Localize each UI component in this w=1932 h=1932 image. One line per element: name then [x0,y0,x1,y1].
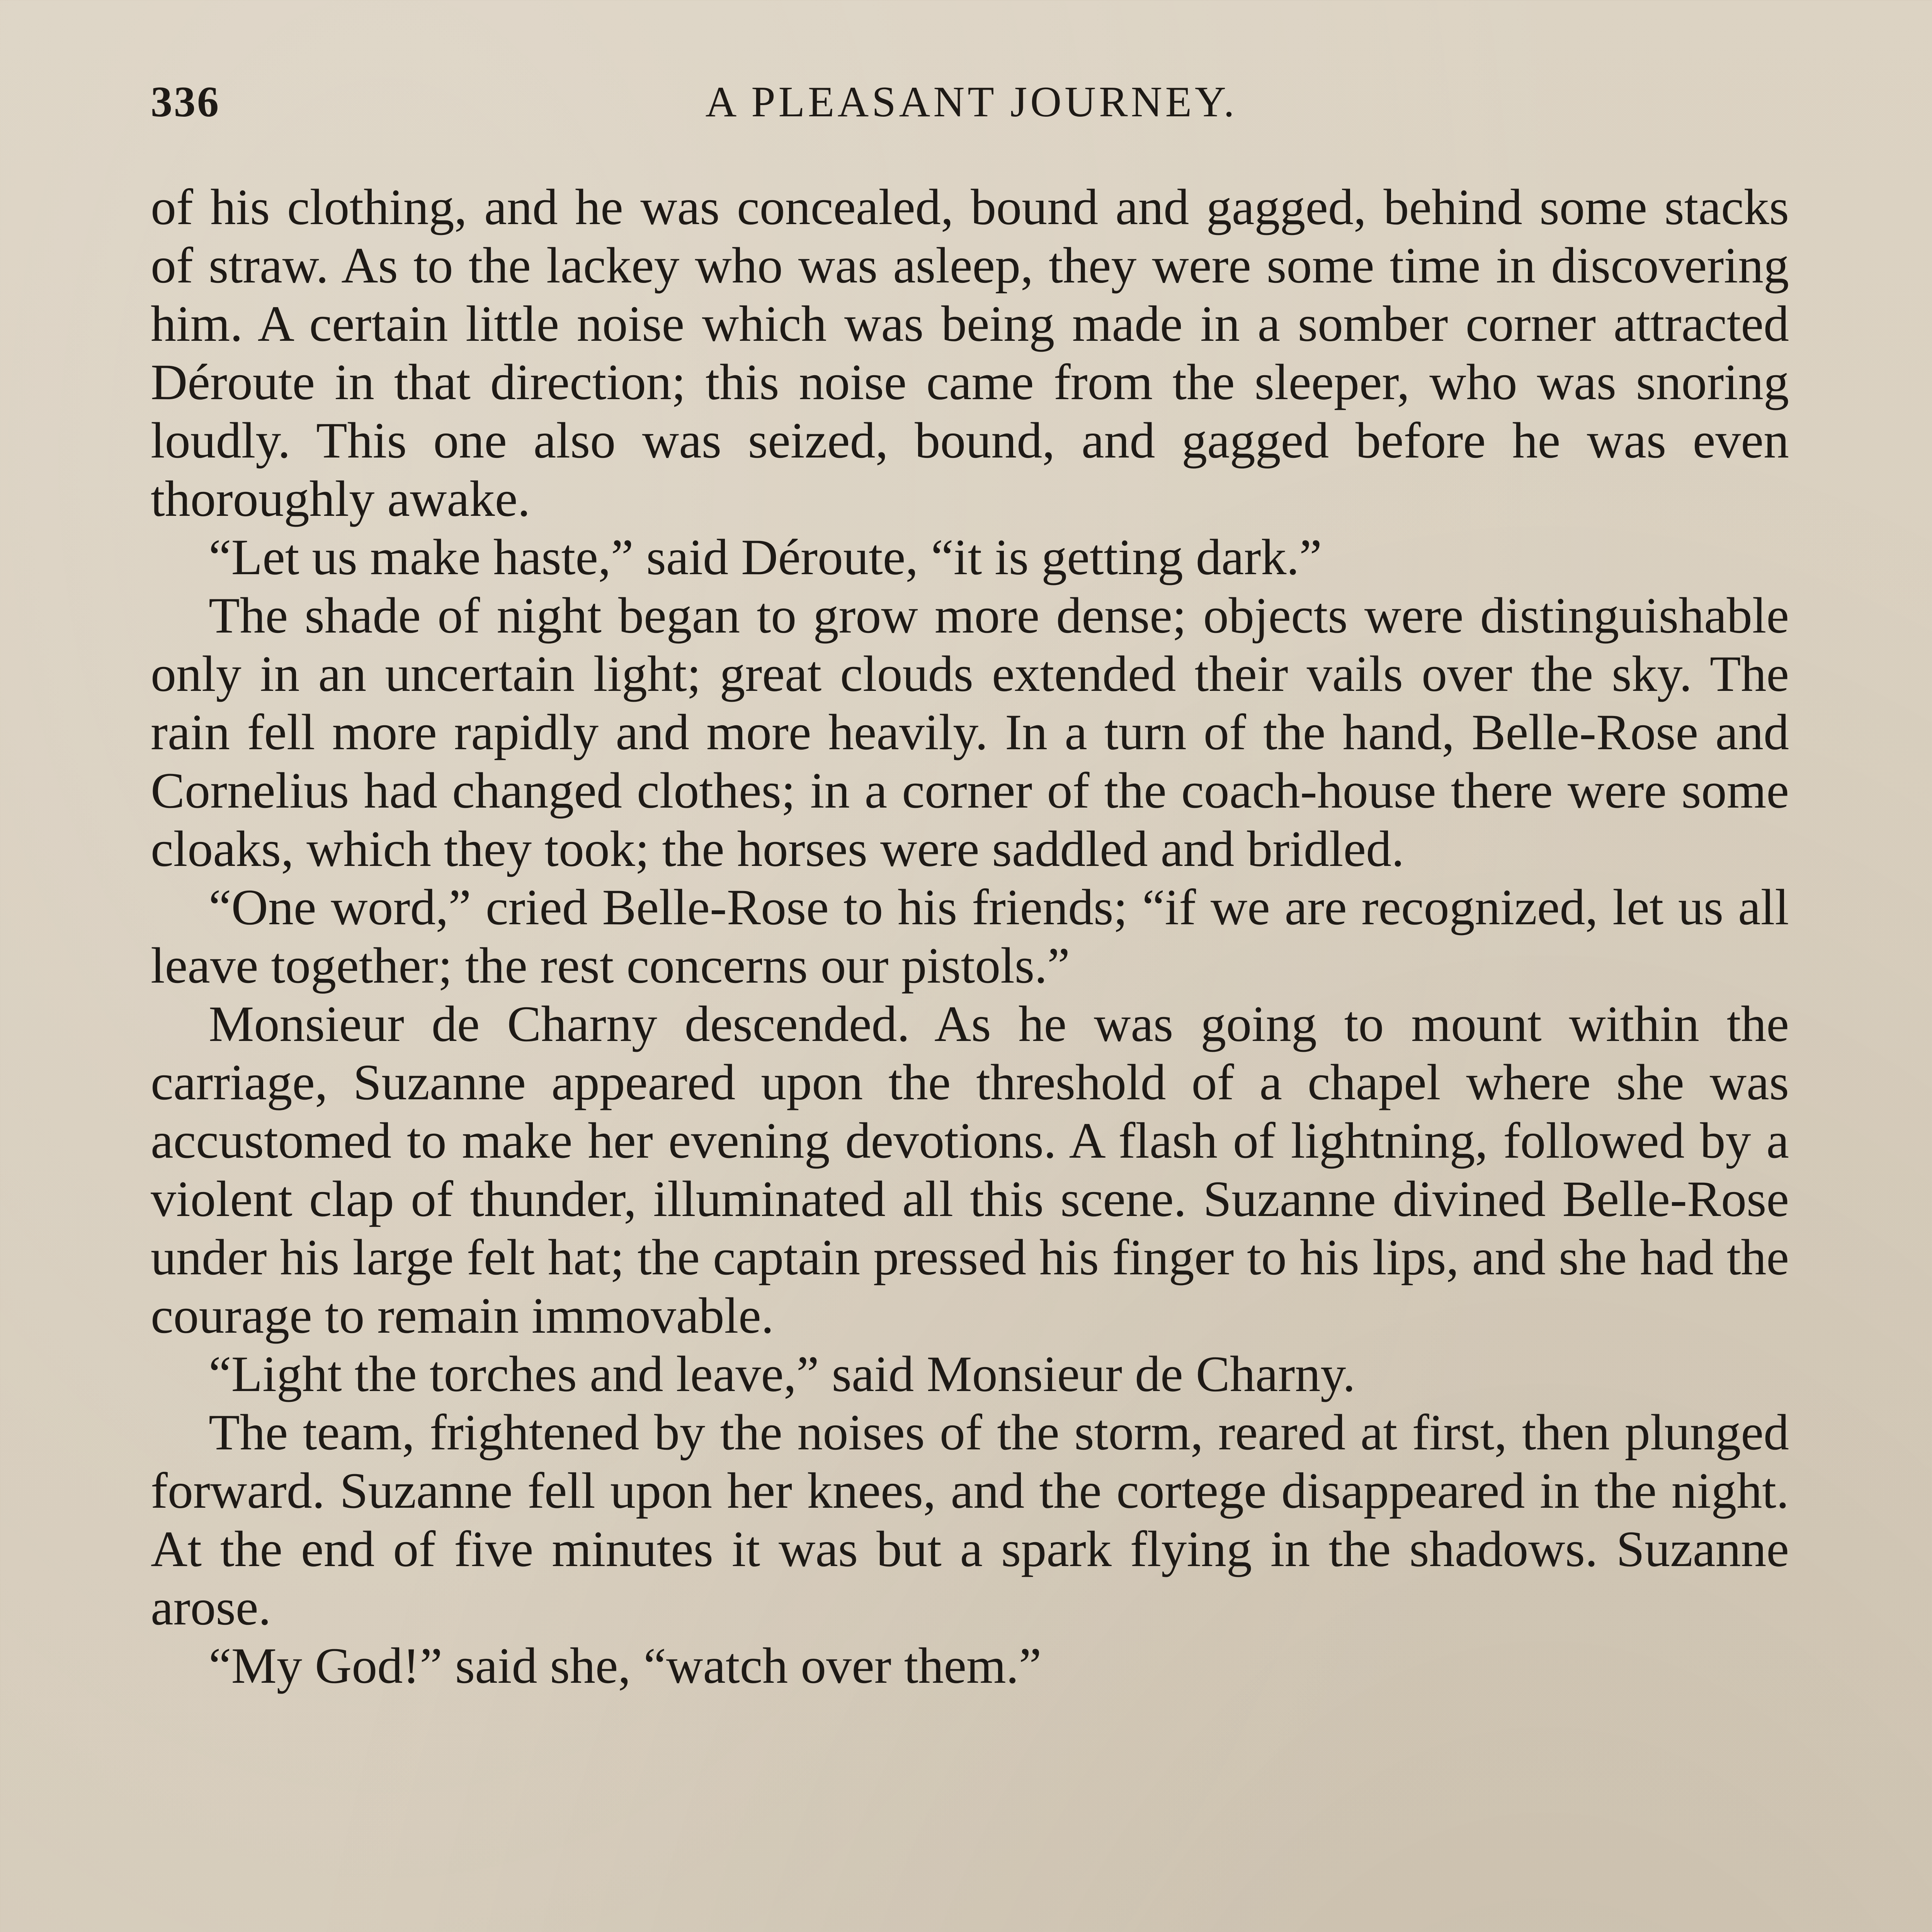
page-header [151,77,1792,131]
paragraph: “Light the torches and leave,” said Monsieur de Charny. [209,1345,1355,1402]
paragraph: The shade of night began to grow more dense; objects were distinguishable only in an uncertain light; great clouds extended their vails over the sky. The rain fell more rapidly and more heavily. In a turn of the hand, Belle-Rose and Cornelius had changed clothes; in a corner of the coach-house there were some cloaks, which they took; the horses were saddled and bridled. [151,587,1789,877]
paragraph: “One word,” cried Belle-Rose to his friends; “if we are recognized, let us all leave together; the rest concerns our pistols.” [151,879,1789,994]
paragraph: “Let us make haste,” said Déroute, “it is getting dark.” [209,529,1322,585]
paragraph: “My God!” said she, “watch over them.” [209,1637,1042,1694]
page-number: 336 [151,78,220,126]
running-title: A PLEASANT JOURNEY. [705,78,1238,126]
paragraph: The team, frightened by the noises of the storm, reared at first, then plunged forward. Suzanne fell upon her knees, and the cortege disappeared in the night. At the end of five minutes it was but a spark flying in the shadows. Suzanne arose. [151,1404,1789,1636]
paragraph: Monsieur de Charny descended. As he was going to mount within the carriage, Suzanne appeared upon the threshold of a chapel where she was accustomed to make her evening devotions. A flash of lightning, followed by a violent clap of thunder, illuminated all this scene. Suzanne divined Belle-Rose under his large felt hat; the captain pressed his finger to his lips, and she had the courage to remain immovable. [151,995,1789,1344]
paragraph: of his clothing, and he was concealed, bound and gagged, behind some stacks of straw. As to the lackey who was asleep, they were some time in discovering him. A certain little noise which was being made in a somber corner attracted Déroute in that direction; this noise came from the sleeper, who was snoring loudly. This one also was seized, bound, and gagged before he was even thoroughly awake. [151,179,1789,527]
body-text-top [151,178,1789,1695]
